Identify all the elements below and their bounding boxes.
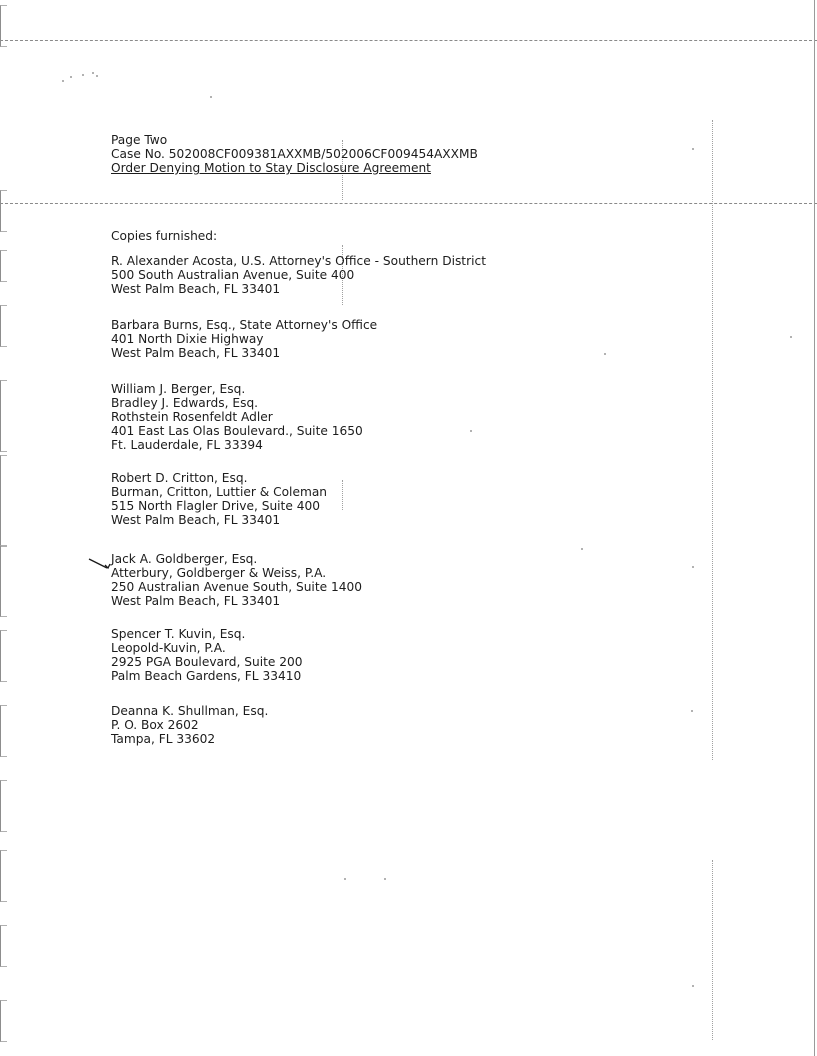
scan-speck: [384, 878, 386, 880]
scan-left-bracket: [0, 250, 7, 282]
recipient-block: [111, 318, 377, 360]
check-mark-icon: [88, 557, 112, 573]
scan-left-bracket: [0, 1000, 7, 1042]
recipient-line: 401 North Dixie Highway: [111, 332, 264, 346]
scan-speck: [82, 74, 84, 76]
recipient-line: P. O. Box 2602: [111, 718, 199, 732]
scan-speck: [691, 710, 693, 712]
scan-speck: [604, 353, 606, 355]
scan-left-bracket: [0, 305, 7, 347]
recipient-line: Tampa, FL 33602: [111, 732, 216, 746]
scan-speck: [692, 985, 694, 987]
recipient-block: [111, 382, 363, 452]
scan-dotted-vertical-line-lower: [712, 860, 713, 1040]
recipient-block: [111, 627, 303, 683]
recipient-line: Leopold-Kuvin, P.A.: [111, 641, 226, 655]
scan-left-bracket: [0, 705, 7, 757]
recipient-line: Rothstein Rosenfeldt Adler: [111, 410, 273, 424]
recipient-block: [111, 254, 486, 296]
scan-top-dashed-line: [0, 40, 817, 41]
scan-speck: [92, 72, 94, 74]
scan-speck: [692, 566, 694, 568]
scan-speck: [581, 548, 583, 550]
recipient-line: Atterbury, Goldberger & Weiss, P.A.: [111, 566, 327, 580]
scan-left-bracket: [0, 455, 7, 547]
scan-speck: [790, 336, 792, 338]
scan-speck: [70, 76, 72, 78]
recipient-line: 401 East Las Olas Boulevard., Suite 1650: [111, 424, 363, 438]
recipient-line: Burman, Critton, Luttier & Coleman: [111, 485, 328, 499]
recipient-line: 2925 PGA Boulevard, Suite 200: [111, 655, 303, 669]
scan-left-bracket: [0, 5, 7, 47]
recipient-line: 515 North Flagler Drive, Suite 400: [111, 499, 320, 513]
recipient-line: West Palm Beach, FL 33401: [111, 513, 281, 527]
scan-left-bracket: [0, 380, 7, 452]
recipient-line: William J. Berger, Esq.: [111, 382, 246, 396]
recipient-line: Deanna K. Shullman, Esq.: [111, 704, 269, 718]
scan-left-bracket: [0, 850, 7, 902]
case-number: Case No. 502008CF009381AXXMB/502006CF009454AXXMB: [111, 147, 478, 161]
scan-left-bracket: [0, 925, 7, 967]
recipient-line: Palm Beach Gardens, FL 33410: [111, 669, 302, 683]
recipient-block: [111, 552, 362, 608]
scan-speck: [210, 96, 212, 98]
recipient-line: Robert D. Critton, Esq.: [111, 471, 248, 485]
recipient-block: [111, 471, 327, 527]
scan-speck: [96, 75, 98, 77]
scan-right-edge-line: [814, 0, 815, 1056]
copies-furnished-label: Copies furnished:: [111, 229, 218, 243]
recipient-line: 250 Australian Avenue South, Suite 1400: [111, 580, 362, 594]
recipient-line: West Palm Beach, FL 33401: [111, 282, 281, 296]
recipient-block: [111, 704, 268, 746]
recipient-line: Barbara Burns, Esq., State Attorney's Office: [111, 318, 378, 332]
recipient-line: 500 South Australian Avenue, Suite 400: [111, 268, 355, 282]
page-label: Page Two: [111, 133, 168, 147]
scan-dotted-vertical-fragment-3: [342, 480, 343, 510]
document-header: [111, 133, 478, 175]
recipient-line: Ft. Lauderdale, FL 33394: [111, 438, 263, 452]
scan-speck: [692, 148, 694, 150]
recipient-line: Bradley J. Edwards, Esq.: [111, 396, 259, 410]
scan-dotted-vertical-line: [712, 120, 713, 760]
scan-speck: [62, 80, 64, 82]
scan-left-bracket: [0, 630, 7, 682]
scan-left-bracket: [0, 780, 7, 832]
recipient-line: R. Alexander Acosta, U.S. Attorney's Office - Southern District: [111, 254, 486, 268]
scan-left-bracket: [0, 545, 7, 617]
scan-speck: [344, 878, 346, 880]
recipient-line: Jack A. Goldberger, Esq.: [111, 552, 258, 566]
scan-left-bracket: [0, 190, 7, 232]
scan-speck: [470, 430, 472, 432]
recipient-line: West Palm Beach, FL 33401: [111, 346, 281, 360]
scan-middle-dashed-line: [0, 203, 817, 204]
order-title: Order Denying Motion to Stay Disclosure Agreement: [111, 161, 431, 175]
recipient-line: Spencer T. Kuvin, Esq.: [111, 627, 246, 641]
recipient-line: West Palm Beach, FL 33401: [111, 594, 281, 608]
